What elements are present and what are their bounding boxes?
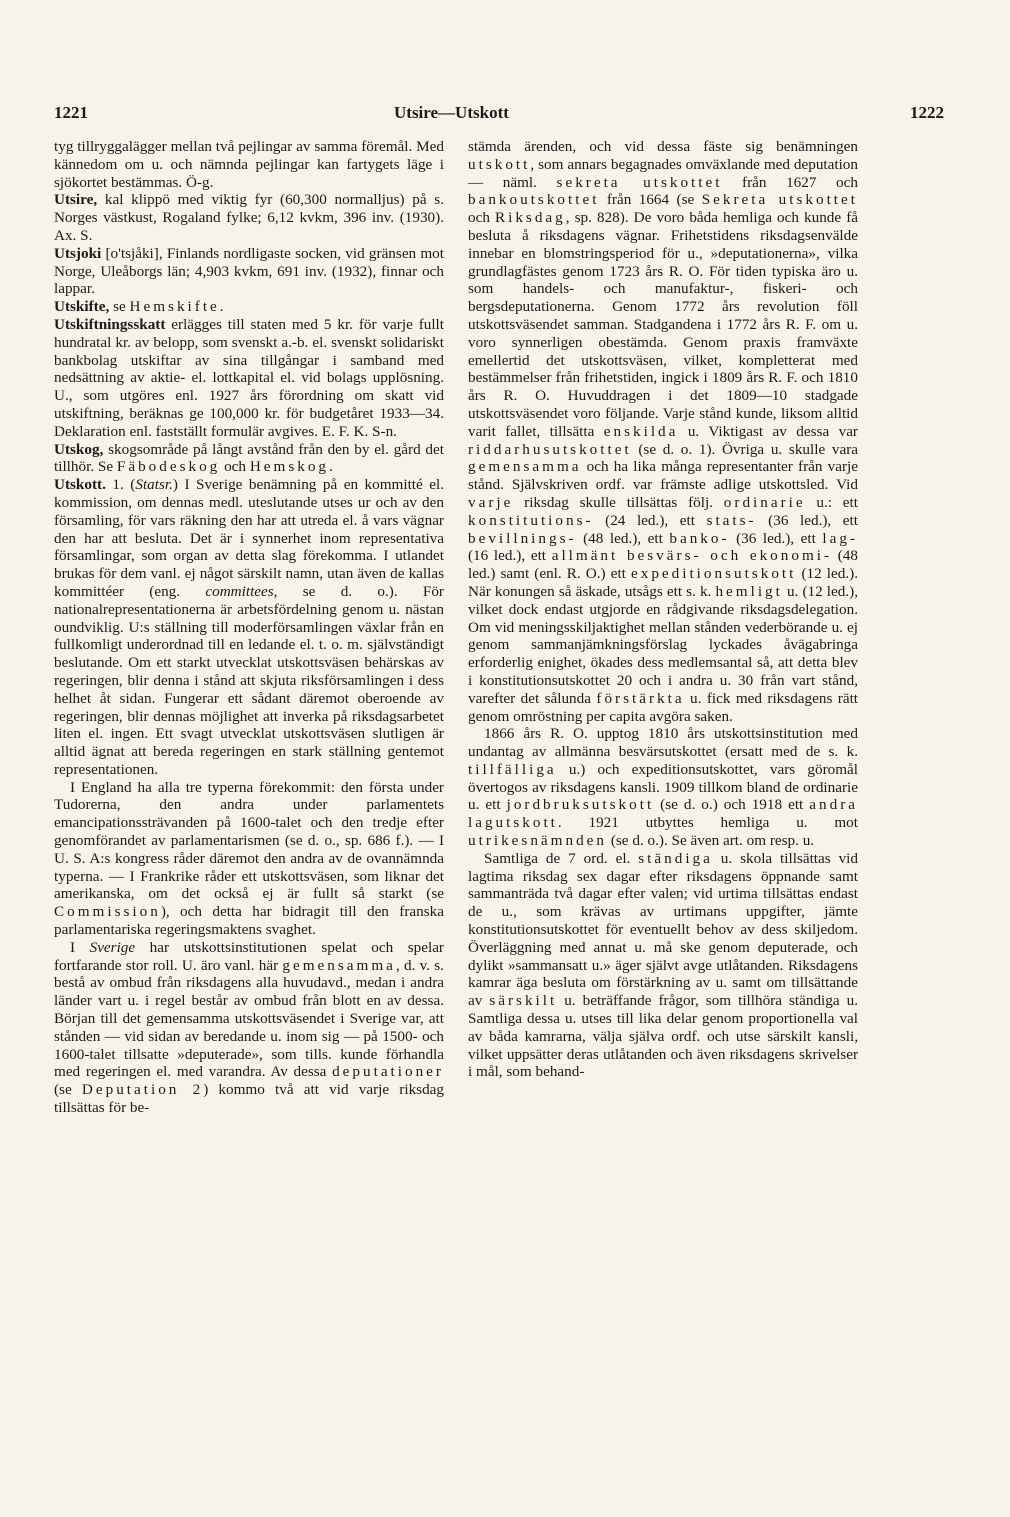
page-number-right: 1222 [910,103,944,122]
entry-utskifte: Utskifte, se Hemskifte. [54,298,224,316]
entry-utsjoki: Utsjoki [o'tsjåki], Finlands nordligaste socken, vid gränsen mot Norge, Uleåborgs län; 4,903 kvkm, 691 inv. (1932), finnar och lappar. [54,244,444,298]
headword: Utsire, [54,191,98,209]
paragraph: I England ha alla tre typerna förekommit: den första under Tudorerna, den andra under parlamentets emancipationssträvanden på 1600-talet och den tredje efter genomförandet av parlamentarismen (se d. o., sp. 686 f.). — I U. S. A:s kongress råder däremot den andra av de ovannämnda typerna. — I Frankrike råder ett utskottsväsen, som liknar det amerikanska, om det också ej är fullt så starkt (se Commission), och detta har bidragit till den franska parlamentariska regeringsmaktens svaghet. [54,778,444,939]
headword: Utskiftningsskatt [54,315,166,333]
paragraph: I Sverige har utskottsinstitutionen spelat och spelar fortfarande stor roll. U. äro vanl. här gemensamma, d. v. s. bestå av ombud från riksdagens alla huvudavd., medan i andra länder vart u. i regel består av ombud från blott en av dessa. Början till det gemensamma utskottsväsendet i Sverige var, att stånden — vid sidan av beredande u. inom sig — på 1500- och 1600-talet tillsatte »deputerade», som tills. kunde förhandla med regeringen el. med varandra. Av dessa deputationer (se Deputation 2) kommo två att vid varje riksdag tillsättas för be- [54,938,445,1117]
headword: Utskifte, [54,298,110,316]
right-column [468,138,858,1081]
page-number-left: 1221 [54,103,88,122]
running-title: Utsire—Utskott [394,103,509,122]
entry-utskiftningsskatt: Utskiftningsskatt erlägges till staten med 5 kr. för varje fullt hundratal kr. av belopp, som svenskt a.-b. el. svenskt solidariskt bankbolag utskiftar av sina tillgångar i samband med nedsättning av aktie- el. lottkapital el. vid bolags upplösning. U., som utgöres enl. 1927 års förordning om skatt vid utskiftning, beräknas ge 100,000 kr. för budgetåret 1933—34. Deklaration enl. fastställt formulär avgives. E. F. K. S-n. [54,315,444,440]
entry-utskog: Utskog, skogsområde på långt avstånd från den by el. gård det tillhör. Se Fäbodeskog och Hemskog. [54,440,444,476]
left-column [54,138,444,1117]
paragraph: Samtliga de 7 ord. el. ständiga u. skola tillsättas vid lagtima riksdag sex dagar efter riksdagens öppnande samt sammanträda två dagar efter valen; vid urtima tillsättas endast de u., som krävas av urtimans uppgifter, jämte konstitutionsutskottet för eventuellt behov av dess skiljedom. Överläggning med annat u. må ske genom deputerade, och dylikt »sammansatt u.» äger självt avge utlåtanden. Riksdagens kamrar äga besluta om förstärkning av u. samt om tillsättande av särskilt u. beträffande frågor, som tillhöra ständiga u. Samtliga dessa u. utses till lika delar genom proportionella val av båda kamrarna, välja själva ordf. och utse särskilt kansli, vilket uppsätter deras utlåtanden och även riksdagens skrivelser i mål, som behand- [468,849,858,1081]
entry-utsire: Utsire, kal klippö med viktig fyr (60,300 normalljus) på s. Norges västkust, Rogaland fylke; 6,12 kvkm, 396 inv. (1930). Ax. S. [54,191,444,244]
headword: Utsjoki [54,244,102,262]
entry-utskott: Utskott. 1. (Statsr.) I Sverige benämning på en kommitté el. kommission, om dennas medl. uteslutande utses ur och av den församling, för vars räkning den har att utreda el. å vars vägnar den har att besluta. Det är i synnerhet inom representativa församlingar, som organ av detta slag förekomma. I utlandet brukas för dem vanl. ej något särskilt namn, utan även de kallas kommittéer (eng. committees, se d. o.). För nationalrepresentationerna är arbetsfördelning genom u. nästan oundviklig. U:s ställning till moderförsamlingen växlar från en fullkomligt underordnad till en ledande el. t. o. m. självständigt beslutande. Om ett starkt utvecklat utskottsväsen behärskas av regeringen, blir denna i stånd att skjuta riksförsamlingen i dess helhet åt sidan. Fungerar ett sådant däremot oberoende av regeringen, blir dennas möjlighet att inverka på riksdagsarbetet liten el. ingen. Ett svagt utvecklat utskottsväsen slutligen är alltid ägnat att bereda regeringen en stark ställning gentemot representationen. [54,476,445,778]
paragraph: stämda ärenden, och vid dessa fäste sig benämningen utskott, som annars begagnades omväxlande med deputation — näml. sekreta utskottet från 1627 och bankoutskottet från 1664 (se Sekreta utskottet och Riksdag, sp. 828). De voro båda hemliga och kunde få besluta å riksdagens vägnar. Frihetstidens riksdagsenvälde innebar en blomstringsperiod för u., »deputationerna», vilka grundlagfästes genom 1723 års R. O. För tiden typiska äro u. som handels- och manufaktur-, fiskeri- och bergsdeputationerna. Genom 1772 års revolution föll utskottsväsendet samman. Stadgandena i 1772 års R. F. om u. voro synnerligen obestämda. Genom praxis framväxte emellertid det utskottsväsen, vilket, kompletterat med bestämmelser från frihetstiden, ingick i 1809 års R. F. och 1810 års R. O. Huvuddragen i det 1809—10 stadgade utskottsväsendet voro följande. Varje stånd kunde, liksom alltid varit fallet, tillsätta enskilda u. Viktigast av dessa var riddarhusutskottet (se d. o. 1). Övriga u. skulle vara gemensamma och ha lika många representanter från varje stånd. Självskriven ordf. var främste adlige utskottsled. Vid varje riksdag skulle tillsättas följ. ordinarie u.: ett konstitutions- (24 led.), ett stats- (36 led.), ett bevillnings- (48 led.), ett banko- (36 led.), ett lag- (16 led.), ett allmänt besvärs- och ekonomi- (48 led.) samt (enl. R. O.) ett expeditionsutskott (12 led.). När konungen så äskade, utsågs ett s. k. hemligt u. (12 led.), vilket dock endast utgjorde en rådgivande riksdagsdelegation. Om vid meningsskiljaktighet mellan stånden vederbörande u. ej genom sammanjämkningsförslag lyckades åvägabringa erforderlig enighet, ökades dess medlemsantal så, att detta blev i konstitutionsutskottet 20 och i andra u. 30 från vart stånd, varefter det sålunda förstärkta u. fick med riksdagens rätt genom omröstning per capita avgöra saken. [468,138,859,725]
headword: Utskott. [54,476,106,494]
paragraph: tyg tillryggalägger mellan två pejlingar av samma föremål. Med kännedom om u. och nämnda pejlingar kan fartygets läge i sjökortet bestämmas. Ö-g. [54,138,444,191]
paragraph: 1866 års R. O. upptog 1810 års utskottsinstitution med undantag av allmänna besvärsutskottet (ersatt med de s. k. tillfälliga u.) och expeditionsutskottet, vars göromål övertogos av riksdagens kansli. 1909 tillkom bland de ordinarie u. ett jordbruksutskott (se d. o.) och 1918 ett andra lagutskott. 1921 utbyttes hemliga u. mot utrikesnämnden (se d. o.). Se även art. om resp. u. [468,725,858,850]
headword: Utskog, [54,440,104,458]
